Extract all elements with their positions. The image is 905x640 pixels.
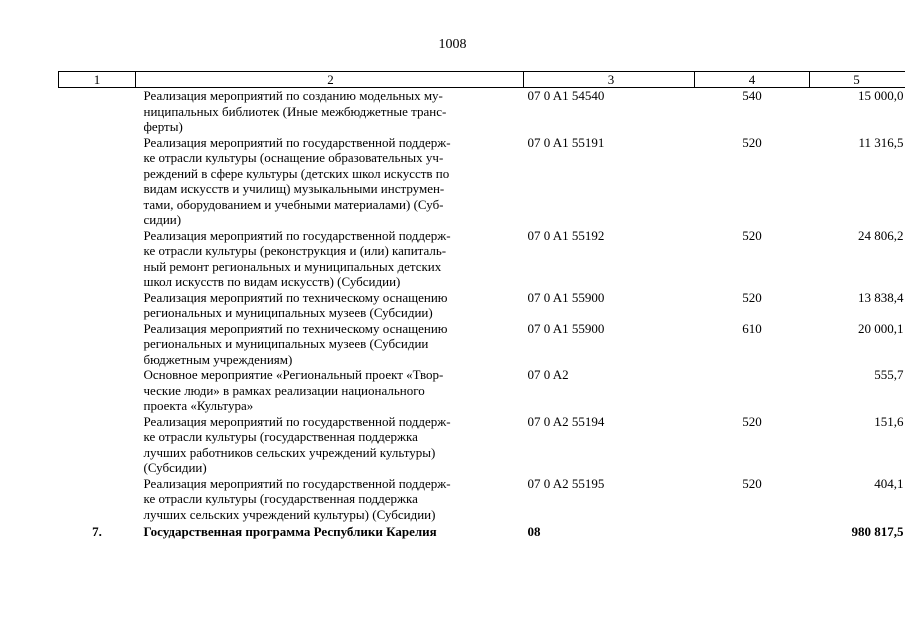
table-row xyxy=(59,476,905,523)
row-name: Реализация мероприятий по государственной поддерж- ке отрасли культуры (оснащение образовательных уч- реждений в сфере культуры (детских школ искусств по видам искусств и училищ) музыкальными инструмен- тами, оборудованием и учебными материалами) (Суб- сидии) xyxy=(143,134,451,227)
row-number: 7. xyxy=(92,524,102,539)
table-body xyxy=(59,88,905,540)
row-code: 07 0 A1 55192 xyxy=(527,227,605,243)
row-code: 07 0 A1 55191 xyxy=(527,134,605,150)
row-name: Реализация мероприятий по техническому оснащению региональных и муниципальных музеев (Субсидии бюджетным учреждениям) xyxy=(143,320,448,367)
table-row xyxy=(59,135,905,228)
row-code: 07 0 A1 55900 xyxy=(527,289,605,305)
row-number xyxy=(59,476,136,523)
table-header-row xyxy=(59,72,905,88)
row-expense-type: 520 xyxy=(742,289,762,305)
row-sum: 555,7 xyxy=(874,367,904,382)
row-sum: 13 838,4 xyxy=(858,289,904,305)
row-number xyxy=(59,135,136,228)
row-sum: 404,1 xyxy=(874,475,904,491)
row-expense-type xyxy=(695,522,810,540)
row-expense-type: 520 xyxy=(742,413,762,429)
row-code: 07 0 A2 xyxy=(527,367,569,382)
row-expense-type: 610 xyxy=(742,320,762,336)
column-header-3: 3 xyxy=(524,72,695,88)
row-sum: 11 316,5 xyxy=(858,134,904,150)
table-row xyxy=(59,367,905,414)
row-expense-type: 540 xyxy=(742,88,762,103)
row-sum: 15 000,0 xyxy=(858,88,904,103)
row-name: Реализация мероприятий по государственной поддерж- ке отрасли культуры (государственная поддержка лучших сельских учреждений культуры) (Субсидии) xyxy=(143,475,451,522)
row-number xyxy=(59,367,136,414)
column-header-2: 2 xyxy=(136,72,524,88)
column-header-4: 4 xyxy=(695,72,810,88)
row-expense-type xyxy=(695,367,810,414)
row-number xyxy=(59,321,136,368)
row-name: Реализация мероприятий по государственной поддерж- ке отрасли культуры (реконструкция и (или) капиталь- ный ремонт региональных и муниципальных детских школ искусств по видам искусств) (Субсидии) xyxy=(143,227,451,289)
column-header-5: 5 xyxy=(810,72,905,88)
row-number xyxy=(59,290,136,321)
row-name: Государственная программа Республики Карелия xyxy=(143,524,437,539)
row-expense-type: 520 xyxy=(742,134,762,150)
row-expense-type: 520 xyxy=(742,227,762,243)
row-code: 08 xyxy=(527,524,541,539)
row-sum: 24 806,2 xyxy=(858,227,904,243)
row-code: 07 0 A2 55194 xyxy=(527,413,605,429)
row-number xyxy=(59,414,136,476)
row-sum: 151,6 xyxy=(874,413,904,429)
row-sum: 980 817,5 xyxy=(851,524,904,539)
row-code: 07 0 A1 54540 xyxy=(527,88,605,103)
page-number: 1008 xyxy=(438,37,467,52)
row-code: 07 0 A2 55195 xyxy=(527,475,605,491)
budget-table xyxy=(58,71,905,540)
table-row xyxy=(59,228,905,290)
row-name: Реализация мероприятий по государственной поддерж- ке отрасли культуры (государственная поддержка лучших работников сельских учреждений культуры) (Субсидии) xyxy=(143,413,451,475)
column-header-1: 1 xyxy=(59,72,136,88)
row-number xyxy=(59,88,136,135)
row-expense-type: 520 xyxy=(742,475,762,491)
table-row xyxy=(59,321,905,368)
row-name: Реализация мероприятий по техническому оснащению региональных и муниципальных музеев (Субсидии) xyxy=(143,289,448,320)
table-row xyxy=(59,414,905,476)
row-number xyxy=(59,228,136,290)
row-name: Основное мероприятие «Региональный проект «Твор- ческие люди» в рамках реализации национального проекта «Культура» xyxy=(143,367,444,413)
row-sum: 20 000,1 xyxy=(858,320,904,336)
table-row xyxy=(59,290,905,321)
row-name: Реализация мероприятий по созданию модельных му- ниципальных библиотек (Иные межбюджетные транс- ферты) xyxy=(143,88,447,134)
table-total-row xyxy=(59,522,905,540)
row-code: 07 0 A1 55900 xyxy=(527,320,605,336)
table-row xyxy=(59,88,905,135)
